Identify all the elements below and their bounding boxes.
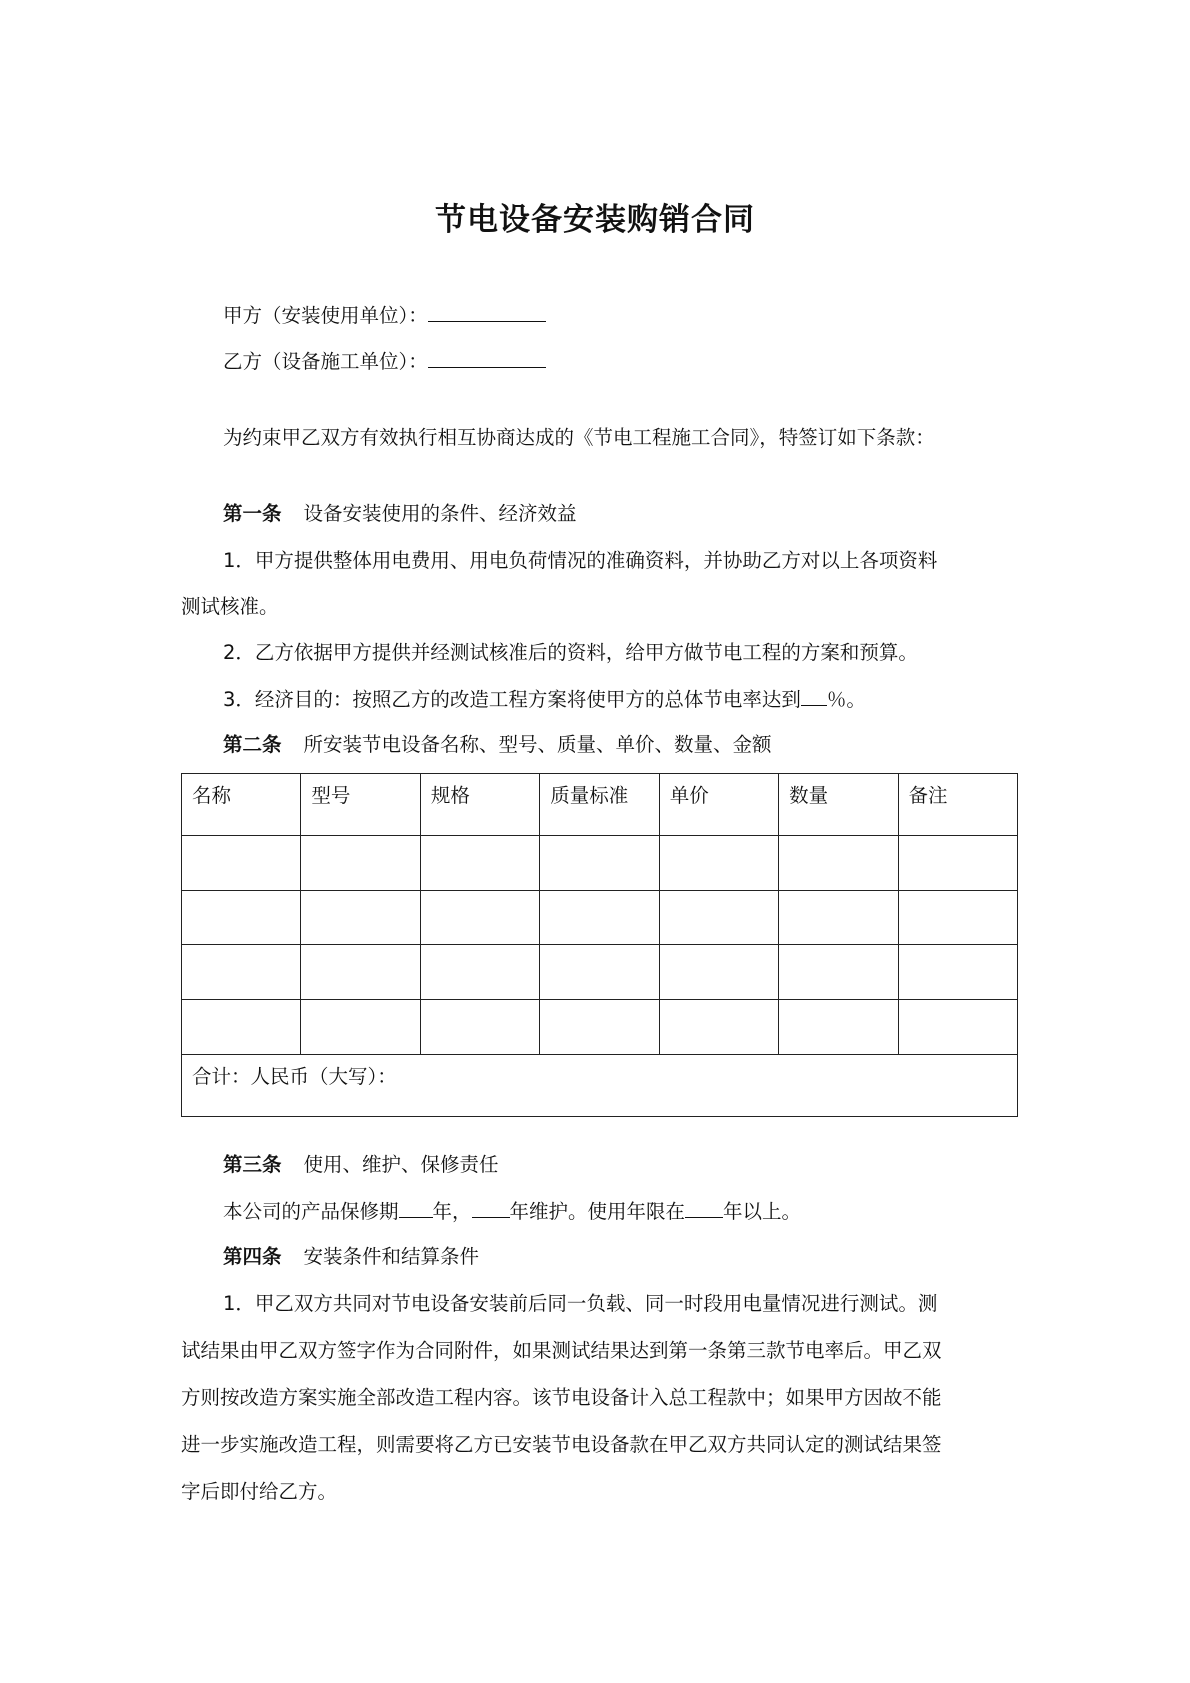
article1-item3-text: 3．经济目的：按照乙方的改造工程方案将使甲方的总体节电率达到 [223, 688, 801, 711]
article1-item3-suffix: ％。 [826, 688, 866, 711]
table-row [182, 945, 1018, 1000]
warranty-text-3: 年维护。使用年限在 [509, 1200, 686, 1223]
warranty-text-2: 年， [432, 1200, 472, 1223]
article1-item1-line1: 1．甲方提供整体用电费用、用电负荷情况的准确资料，并协助乙方对以上各项资料 [223, 549, 938, 572]
party-a-blank [428, 301, 546, 322]
table-total-label: 合计：人民币（大写）： [182, 1054, 1018, 1116]
article4-line: 字后即付给乙方。 [181, 1480, 338, 1503]
article1-item2: 2．乙方依据甲方提供并经测试核准后的资料，给甲方做节电工程的方案和预算。 [223, 641, 918, 664]
table-header-row [182, 774, 1018, 836]
table-row [182, 890, 1018, 945]
party-b-label: 乙方（设备施工单位）： [223, 350, 428, 373]
table-cell [898, 890, 1017, 945]
table-cell [182, 836, 301, 891]
table-cell [659, 890, 778, 945]
table-cell [898, 945, 1017, 1000]
article1-number: 第一条 [223, 502, 282, 525]
page-title: 节电设备安装购销合同 [435, 202, 755, 238]
table-cell [182, 945, 301, 1000]
table-header-cell: 数量 [779, 774, 898, 836]
table-cell [540, 836, 659, 891]
intro-text: 为约束甲乙双方有效执行相互协商达成的《节电工程施工合同》，特签订如下条款： [223, 426, 935, 449]
article3-text [223, 1197, 801, 1226]
article4-line: 进一步实施改造工程，则需要将乙方已安装节电设备款在甲乙双方共同认定的测试结果签 [181, 1433, 942, 1456]
table-header-cell: 单价 [659, 774, 778, 836]
table-header-cell: 规格 [420, 774, 539, 836]
article2-heading [223, 731, 772, 759]
article3-number: 第三条 [223, 1153, 282, 1176]
party-b-blank [428, 347, 546, 368]
article1-item3 [223, 685, 866, 714]
table-header-cell: 名称 [182, 774, 301, 836]
article1-heading [223, 500, 577, 528]
equipment-table [181, 773, 1018, 1117]
table-cell [898, 1000, 1017, 1055]
table-cell [540, 945, 659, 1000]
table-cell [779, 945, 898, 1000]
table-cell [779, 1000, 898, 1055]
warranty-years-blank [399, 1197, 433, 1218]
article4-number: 第四条 [223, 1245, 282, 1268]
table-cell [420, 836, 539, 891]
table-row [182, 836, 1018, 891]
article1-title: 设备安装使用的条件、经济效益 [303, 502, 577, 525]
table-cell [540, 1000, 659, 1055]
service-life-blank [685, 1197, 723, 1218]
warranty-text-4: 年以上。 [723, 1200, 802, 1223]
table-cell [420, 1000, 539, 1055]
table-cell [540, 890, 659, 945]
table-cell [779, 836, 898, 891]
article3-heading [223, 1151, 499, 1179]
table-cell [301, 890, 420, 945]
party-a-line [223, 301, 546, 330]
table-cell [420, 945, 539, 1000]
article4-heading [223, 1243, 479, 1271]
article4-title: 安装条件和结算条件 [303, 1245, 480, 1268]
article4-line: 1．甲乙双方共同对节电设备安装前后同一负载、同一时段用电量情况进行测试。测 [223, 1292, 938, 1315]
table-cell [659, 945, 778, 1000]
article2-number: 第二条 [223, 733, 282, 756]
party-b-line [223, 347, 546, 376]
table-row [182, 1000, 1018, 1055]
table-cell [898, 836, 1017, 891]
table-cell [182, 890, 301, 945]
table-cell [659, 1000, 778, 1055]
article4-line: 试结果由甲乙双方签字作为合同附件，如果测试结果达到第一条第三款节电率后。甲乙双 [181, 1339, 942, 1362]
table-cell [779, 890, 898, 945]
article2-title: 所安装节电设备名称、型号、质量、单价、数量、金额 [303, 733, 772, 756]
table-cell [301, 1000, 420, 1055]
table-total-row [182, 1054, 1018, 1116]
saving-rate-blank [801, 685, 827, 706]
warranty-text: 本公司的产品保修期 [223, 1200, 399, 1223]
article1-item1-line2: 测试核准。 [181, 595, 279, 618]
article4-line: 方则按改造方案实施全部改造工程内容。该节电设备计入总工程款中；如果甲方因故不能 [181, 1386, 942, 1409]
table-cell [659, 836, 778, 891]
article3-title: 使用、维护、保修责任 [303, 1153, 499, 1176]
table-header-cell: 质量标准 [540, 774, 659, 836]
party-a-label: 甲方（安装使用单位）： [223, 304, 428, 327]
table-cell [301, 945, 420, 1000]
maintenance-years-blank [472, 1197, 510, 1218]
table-cell [420, 890, 539, 945]
table-cell [301, 836, 420, 891]
table-header-cell: 型号 [301, 774, 420, 836]
table-cell [182, 1000, 301, 1055]
table-header-cell: 备注 [898, 774, 1017, 836]
